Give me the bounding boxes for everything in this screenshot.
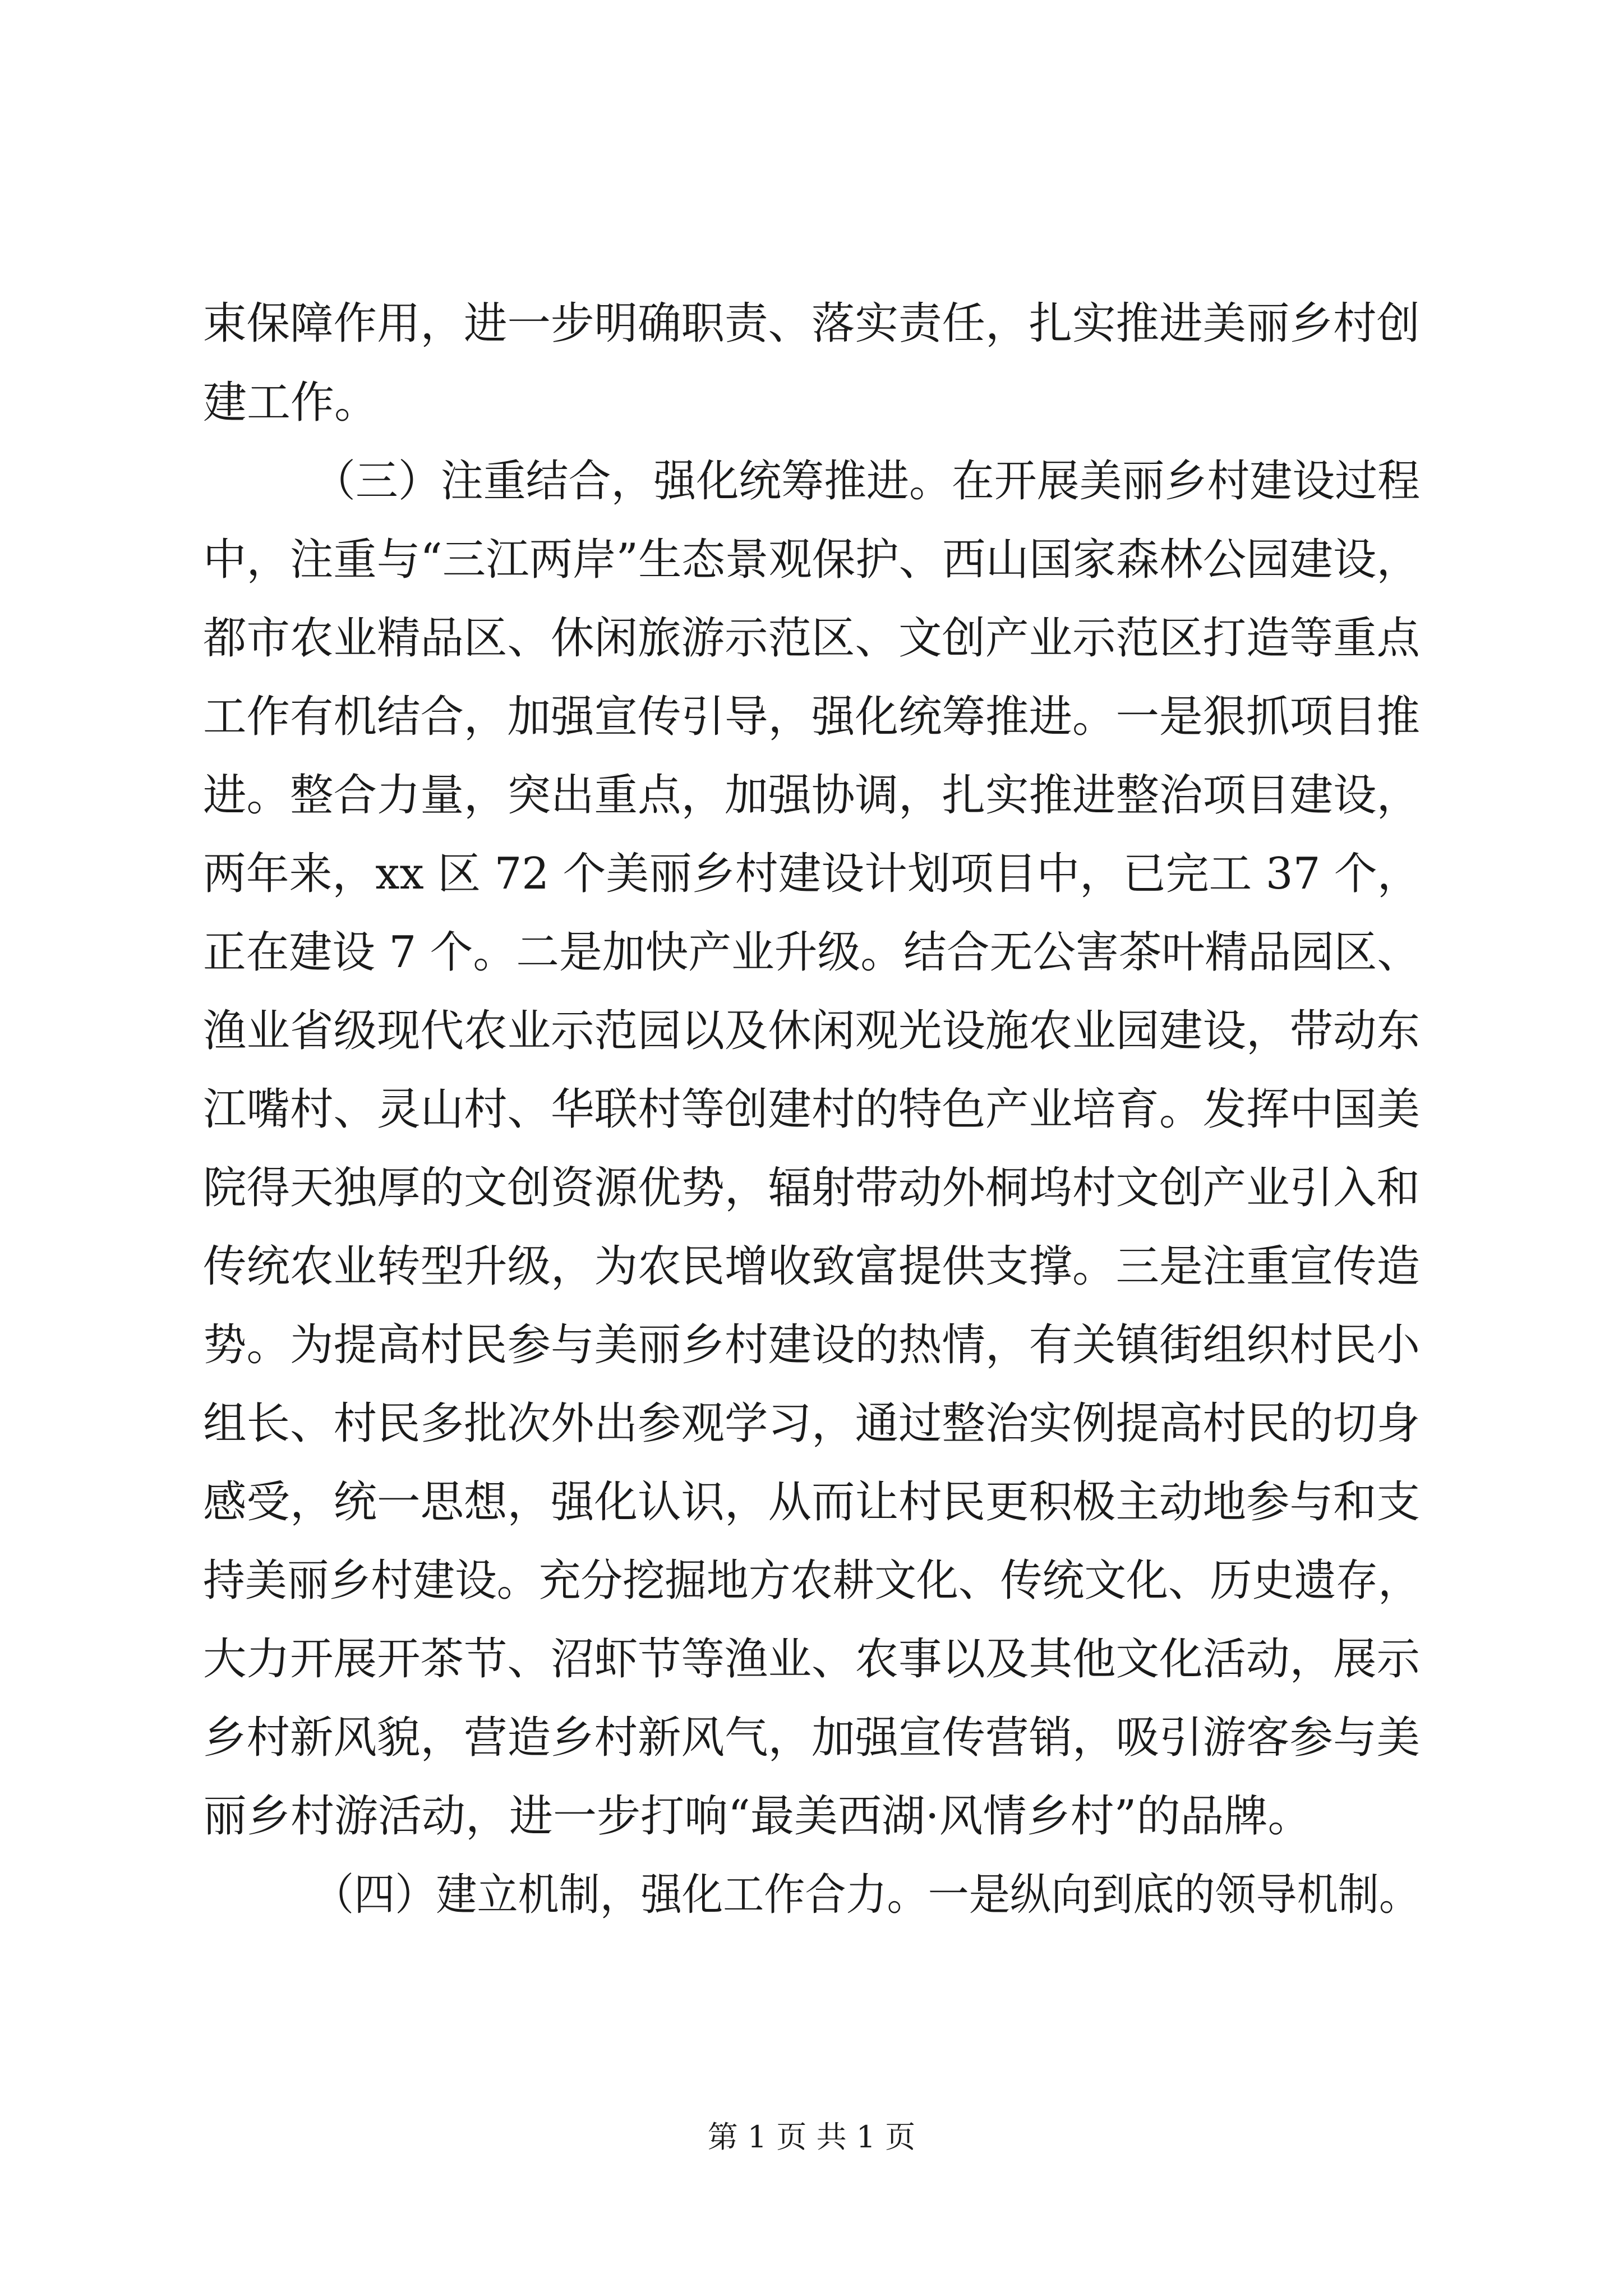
text-line: 渔业省级现代农业示范园以及休闲观光设施农业园建设，带动东 [203, 1006, 1421, 1056]
text-line: 势。为提高村民参与美丽乡村建设的热情，有关镇街组织村民小 [203, 1320, 1421, 1370]
text-line: 两年来，xx 区 72 个美丽乡村建设计划项目中，已完工 37 个， [203, 849, 1421, 899]
text-line: （四）建立机制，强化工作合力。一是纵向到底的领导机制。 [313, 1870, 1420, 1920]
text-line: 丽乡村游活动，进一步打响“最美西湖·风情乡村”的品牌。 [203, 1791, 1312, 1842]
text-line: 工作有机结合，加强宣传引导，强化统筹推进。一是狠抓项目推 [203, 692, 1421, 742]
text-line: 乡村新风貌，营造乡村新风气，加强宣传营销，吸引游客参与美 [203, 1713, 1421, 1763]
text-line: 组长、村民多批次外出参观学习，通过整治实例提高村民的切身 [203, 1398, 1421, 1449]
text-line: 正在建设 7 个。二是加快产业升级。结合无公害茶叶精品园区、 [203, 927, 1421, 978]
text-line: 持美丽乡村建设。充分挖掘地方农耕文化、传统文化、历史遗存， [203, 1556, 1420, 1606]
text-line: 大力开展开茶节、沼虾节等渔业、农事以及其他文化活动，展示 [203, 1634, 1421, 1685]
text-line: 进。整合力量，突出重点，加强协调，扎实推进整治项目建设， [203, 770, 1421, 821]
text-line: 都市农业精品区、休闲旅游示范区、文创产业示范区打造等重点 [203, 613, 1421, 664]
text-line: 建工作。 [203, 378, 379, 428]
text-line: （三）注重结合，强化统筹推进。在开展美丽乡村建设过程 [313, 456, 1421, 507]
text-line: 中，注重与“三江两岸”生态景观保护、西山国家森林公园建设， [203, 535, 1420, 585]
text-line: 传统农业转型升级，为农民增收致富提供支撑。三是注重宣传造 [203, 1241, 1421, 1292]
text-line: 院得天独厚的文创资源优势，辐射带动外桐坞村文创产业引入和 [203, 1163, 1421, 1213]
text-line: 感受，统一思想，强化认识，从而让村民更积极主动地参与和支 [203, 1477, 1421, 1527]
text-line: 束保障作用，进一步明确职责、落实责任，扎实推进美丽乡村创 [203, 298, 1421, 349]
text-line: 江嘴村、灵山村、华联村等创建村的特色产业培育。发挥中国美 [203, 1084, 1421, 1135]
page-number-footer: 第 1 页 共 1 页 [707, 2119, 916, 2155]
